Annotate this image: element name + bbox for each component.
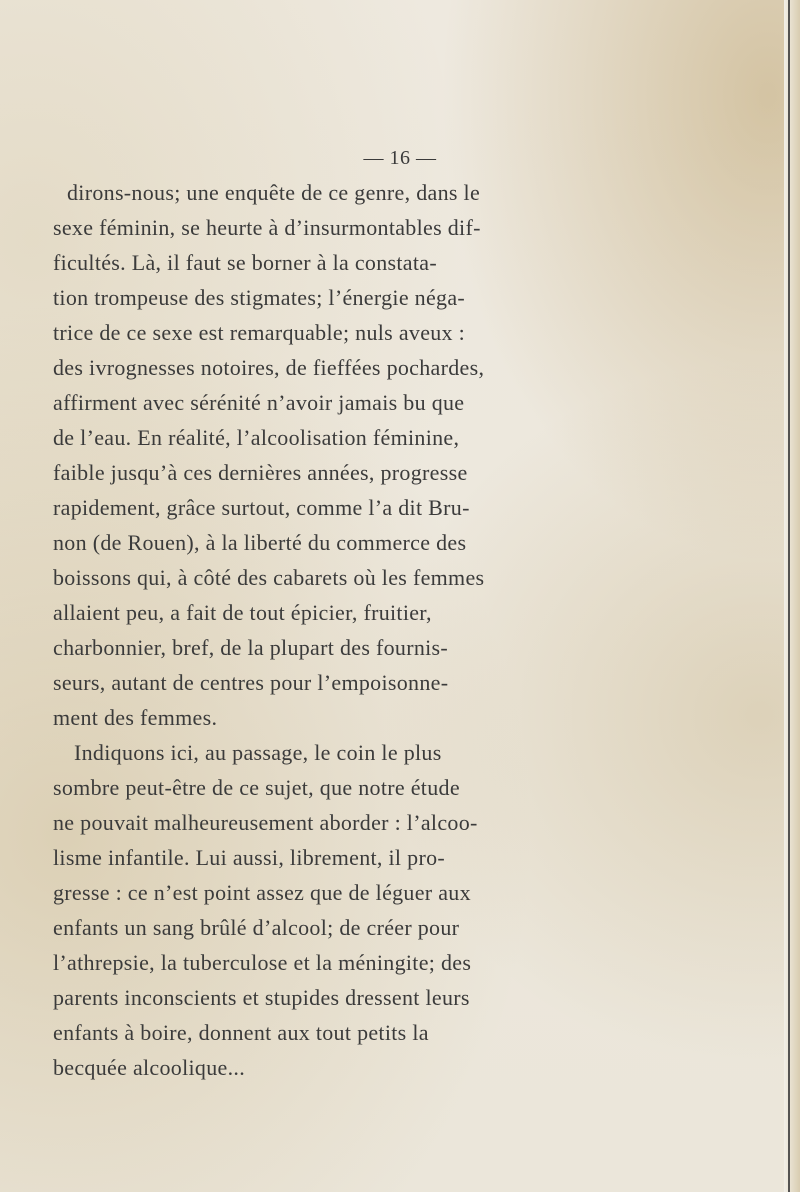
text-line: sombre peut-être de ce sujet, que notre étude bbox=[53, 775, 460, 800]
text-line: faible jusqu’à ces dernières années, progresse bbox=[53, 460, 468, 485]
text-line: enfants à boire, donnent aux tout petits la bbox=[53, 1020, 429, 1045]
text-line: dirons-nous; une enquête de ce genre, dans le bbox=[67, 180, 481, 205]
text-line: affirment avec sérénité n’avoir jamais bu que bbox=[53, 390, 465, 415]
text-line: parents inconscients et stupides dressent leurs bbox=[53, 985, 470, 1010]
page-edge-shadow bbox=[788, 0, 790, 1192]
text-line: charbonnier, bref, de la plupart des fournis- bbox=[53, 635, 449, 660]
text-line: sexe féminin, se heurte à d’insurmontables dif- bbox=[53, 215, 481, 240]
text-line: enfants un sang brûlé d’alcool; de créer pour bbox=[53, 915, 460, 940]
text-line: rapidement, grâce surtout, comme l’a dit Bru- bbox=[53, 495, 470, 520]
text-line: des ivrognesses notoires, de fieffées pochardes, bbox=[53, 355, 485, 380]
text-line: becquée alcoolique... bbox=[53, 1055, 245, 1080]
page-edge bbox=[784, 0, 800, 1192]
text-line: trice de ce sexe est remarquable; nuls aveux : bbox=[53, 320, 466, 345]
text-line: non (de Rouen), à la liberté du commerce des bbox=[53, 530, 467, 555]
text-line: ment des femmes. bbox=[53, 705, 218, 730]
text-line: ne pouvait malheureusement aborder : l’alcoo- bbox=[53, 810, 478, 835]
text-line: allaient peu, a fait de tout épicier, fruitier, bbox=[53, 600, 432, 625]
text-line: tion trompeuse des stigmates; l’énergie néga- bbox=[53, 285, 466, 310]
text-line: boissons qui, à côté des cabarets où les femmes bbox=[53, 565, 485, 590]
text-line: gresse : ce n’est point assez que de léguer aux bbox=[53, 880, 471, 905]
text-line: Indiquons ici, au passage, le coin le plus bbox=[74, 740, 442, 765]
text-line: l’athrepsie, la tuberculose et la méningite; des bbox=[53, 950, 472, 975]
text-line: de l’eau. En réalité, l’alcoolisation féminine, bbox=[53, 425, 460, 450]
text-line: ficultés. Là, il faut se borner à la constata- bbox=[53, 250, 437, 275]
page-number: — 16 — bbox=[363, 147, 437, 169]
text-line: seurs, autant de centres pour l’empoisonne- bbox=[53, 670, 449, 695]
text-line: lisme infantile. Lui aussi, librement, il pro- bbox=[53, 845, 445, 870]
